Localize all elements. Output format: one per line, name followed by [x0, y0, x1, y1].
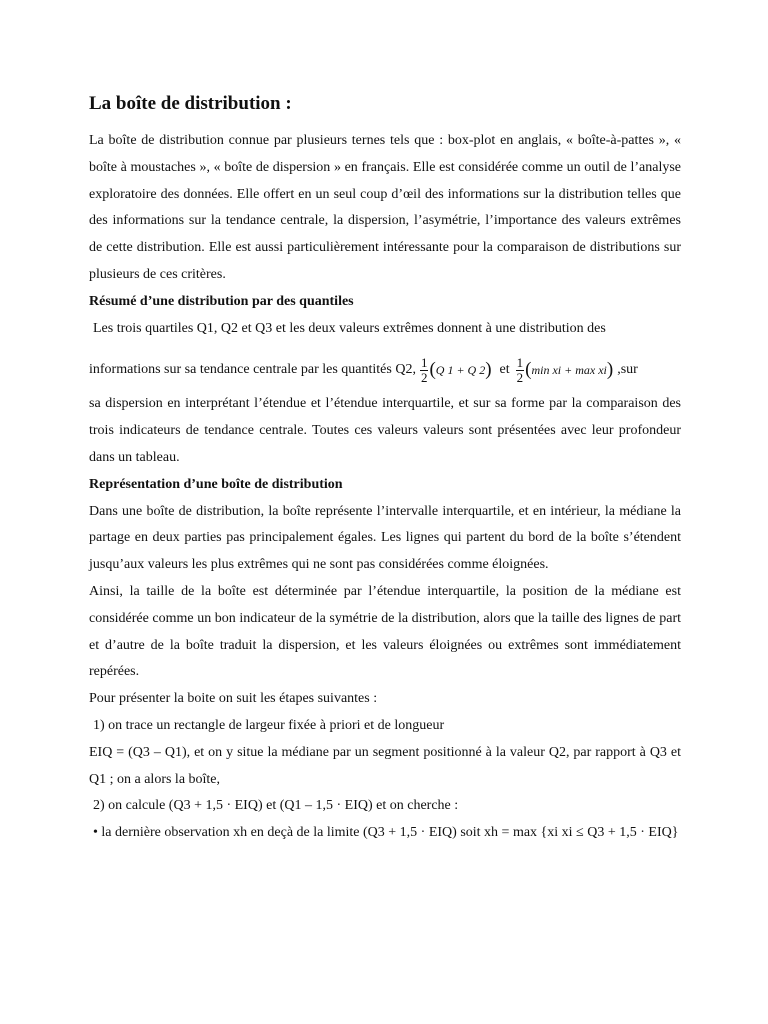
document-page — [89, 90, 681, 847]
fraction-denominator: 2 — [516, 370, 524, 386]
step-1-continued: EIQ = (Q3 – Q1), et on y situe la médiane par un segment positionné à la valeur Q2, par rapport à Q3 et Q1 ; on a alors la boîte, — [89, 744, 681, 787]
quantiles-rest-paragraph: sa dispersion en interprétant l’étendue et l’étendue interquartile, et sur sa forme par la comparaison des trois indicateurs de tendance centrale. Toutes ces valeurs valeurs sont présentées avec leur profondeur dans un tableau. — [89, 396, 681, 465]
representation-paragraph-1: Dans une boîte de distribution, la boîte représente l’intervalle interquartile, et en intérieur, la médiane la partage en deux parties pas principalement égales. Les lignes qui partent du bord de la boîte s’étendent jusqu’aux valeurs les plus extrêmes qui ne sont pas considérées comme éloignées. — [89, 503, 681, 573]
close-paren: ) — [485, 359, 492, 381]
section-heading-quantiles: Résumé d’une distribution par des quantiles — [89, 293, 354, 309]
fraction-one-half-b — [516, 356, 525, 385]
formula-midhinge: Q 1 + Q 2 — [435, 363, 486, 378]
fraction-numerator: 1 — [516, 355, 524, 371]
open-paren: ( — [429, 359, 436, 381]
fraction-numerator: 1 — [420, 355, 428, 371]
quantiles-formula-line — [89, 356, 681, 385]
quantiles-line-1: Les trois quartiles Q1, Q2 et Q3 et les deux valeurs extrêmes donnent à une distribution des — [93, 320, 606, 336]
close-paren: ) — [606, 359, 614, 381]
representation-paragraph-2: Ainsi, la taille de la boîte est déterminée par l’étendue interquartile, la position de la médiane est considérée comme un bon indicateur de la symétrie de la distribution, alors que la taille des lignes de part et d’autre de la boîte traduit la dispersion, et les valeurs éloignées ou extrêmes sont immédiatement repérées. — [89, 583, 681, 680]
formula-prefix: informations sur sa tendance centrale par les quantités Q2, — [89, 362, 416, 378]
document-title: La boîte de distribution : — [89, 93, 292, 114]
section-heading-representation: Représentation d’une boîte de distribution — [89, 476, 343, 492]
open-paren: ( — [525, 359, 532, 381]
step-1: 1) on trace un rectangle de largeur fixée à priori et de longueur — [93, 717, 445, 733]
formula-and: et — [499, 362, 510, 378]
fraction-one-half-a — [420, 356, 429, 385]
fraction-denominator: 2 — [420, 370, 428, 386]
steps-intro: Pour présenter la boite on suit les étapes suivantes : — [89, 691, 378, 707]
formula-suffix: ,sur — [617, 362, 638, 378]
formula-midrange: min xi + max xi — [531, 363, 607, 378]
intro-paragraph: La boîte de distribution connue par plusieurs ternes tels que : box-plot en anglais, « boîte-à-pattes », « boîte à moustaches », « boîte de dispersion » en français. Elle est considérée comme un outil de l’analyse exploratoire des données. Elle offert en un seul coup d’œil des informations sur la distribution telles que des informations sur la tendance centrale, la dispersion, l’asymétrie, l’importance des valeurs extrêmes de cette distribution. Elle est aussi particulièrement intéressante pour la comparaison de distributions sur plusieurs de ces critères. — [89, 133, 681, 282]
step-2: 2) on calcule (Q3 + 1,5 · EIQ) et (Q1 – 1,5 · EIQ) et on cherche : — [93, 798, 459, 814]
step-2-bullet: • la dernière observation xh en deçà de la limite (Q3 + 1,5 · EIQ) soit xh = max {xi xi ≤ Q3 + 1,5 · EIQ} — [93, 825, 679, 841]
